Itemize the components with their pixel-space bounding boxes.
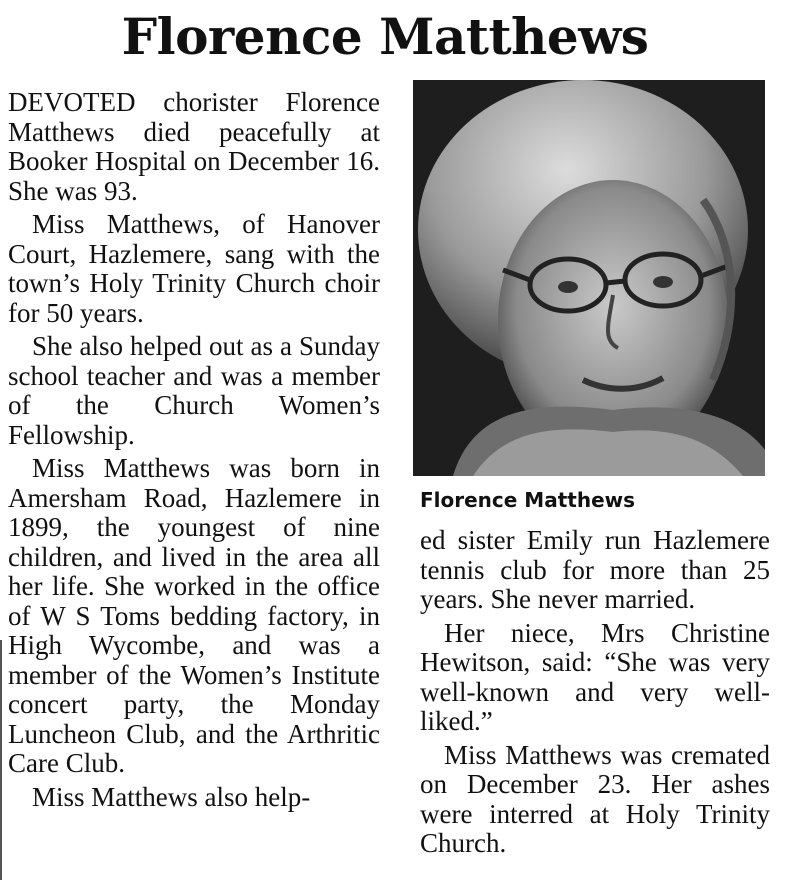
paragraph-choir: Miss Matthews, of Hanover Court, Hazlemere, sang with the town’s Holy Trinity Church choir for 50 years. [8, 209, 380, 328]
paragraph-cremation: Miss Matthews was cremated on December 23. Her ashes were interred at Holy Trinity Church. [420, 739, 770, 858]
clipping-edge [0, 640, 2, 880]
photo-caption: Florence Matthews [420, 488, 636, 512]
paragraph-continued: Miss Matthews also help- [32, 781, 311, 812]
paragraph-sunday-school: She also helped out as a Sunday school teacher and was a member of the Church Women’s Fellowship. [8, 331, 380, 450]
portrait-photo [413, 80, 765, 476]
headline: Florence Matthews [121, 7, 649, 66]
portrait-image [413, 80, 765, 476]
article-column-left [8, 88, 380, 812]
paragraph-tennis: ed sister Emily run Hazlemere tennis club for more than 25 years. She never married. [420, 525, 770, 614]
paragraph-lead: DEVOTED chorister Florence Matthews died peacefully at Booker Hospital on December 16. She was 93. [8, 87, 380, 206]
article-column-right [420, 526, 770, 859]
paragraph-niece-quote: Her niece, Mrs Christine Hewitson, said: “She was very well-known and very well-liked.” [420, 617, 770, 736]
paragraph-biography: Miss Matthews was born in Amersham Road, Hazlemere in 1899, the youngest of nine children, and lived in the area all her life. She worked in the office of W S Toms bedding factory, in High Wycombe, and was a member of the Women’s Institute concert party, the Monday Luncheon Club, and the Arthritic Care Club. [8, 453, 380, 778]
